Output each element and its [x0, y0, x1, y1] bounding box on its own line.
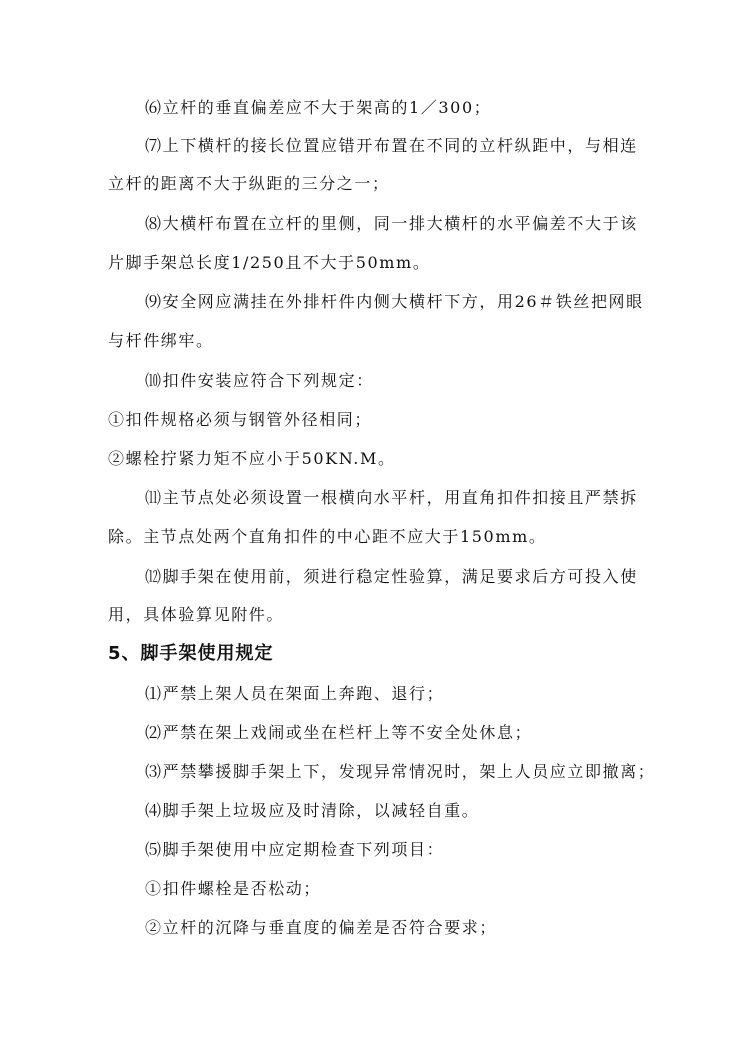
clause-10-item-2: ②螺栓拧紧力矩不应小于50KN.M。 [108, 449, 396, 468]
clause-7-line-2: 立杆的距离不大于纵距的三分之一； [108, 174, 390, 193]
usage-rule-5: ⑸脚手架使用中应定期检查下列项目： [145, 840, 445, 859]
clause-12-line-2: 用，具体验算见附件。 [108, 605, 285, 624]
usage-rule-4: ⑷脚手架上垃圾应及时清除，以减轻自重。 [145, 801, 480, 820]
clause-11-line-2: 除。主节点处两个直角扣件的中心距不应大于150mm。 [108, 527, 547, 546]
clause-9-line-2: 与杆件绑牢。 [108, 331, 214, 350]
usage-rule-1: ⑴严禁上架人员在架面上奔跑、退行； [145, 684, 445, 703]
clause-10: ⑽扣件安装应符合下列规定： [145, 371, 374, 390]
clause-7-line-1: ⑺上下横杆的接长位置应错开布置在不同的立杆纵距中，与相连 [145, 136, 638, 155]
clause-12-line-1: ⑿脚手架在使用前，须进行稳定性验算，满足要求后方可投入使 [145, 567, 638, 586]
usage-rule-2: ⑵严禁在架上戏闹或坐在栏杆上等不安全处休息； [145, 723, 533, 742]
clause-8-line-1: ⑻大横杆布置在立杆的里侧，同一排大横杆的水平偏差不大于该 [145, 214, 638, 233]
clause-9-line-1: ⑼安全网应满挂在外排杆件内侧大横杆下方，用26＃铁丝把网眼 [145, 292, 644, 311]
usage-rule-5-item-2: ②立杆的沉降与垂直度的偏差是否符合要求； [145, 918, 498, 937]
clause-10-item-1: ①扣件规格必须与钢管外径相同； [108, 410, 373, 429]
clause-11-line-1: ⑾主节点处必须设置一根横向水平杆，用直角扣件扣接且严禁拆 [145, 488, 638, 507]
usage-rule-3: ⑶严禁攀援脚手架上下，发现异常情况时，架上人员应立即撤离； [145, 762, 656, 781]
clause-6: ⑹立杆的垂直偏差应不大于架高的1／300； [145, 98, 492, 117]
usage-rule-5-item-1: ①扣件螺栓是否松动； [145, 879, 322, 898]
section-heading: 5、脚手架使用规定 [108, 643, 274, 664]
clause-8-line-2: 片脚手架总长度1/250且不大于50mm。 [108, 253, 431, 272]
